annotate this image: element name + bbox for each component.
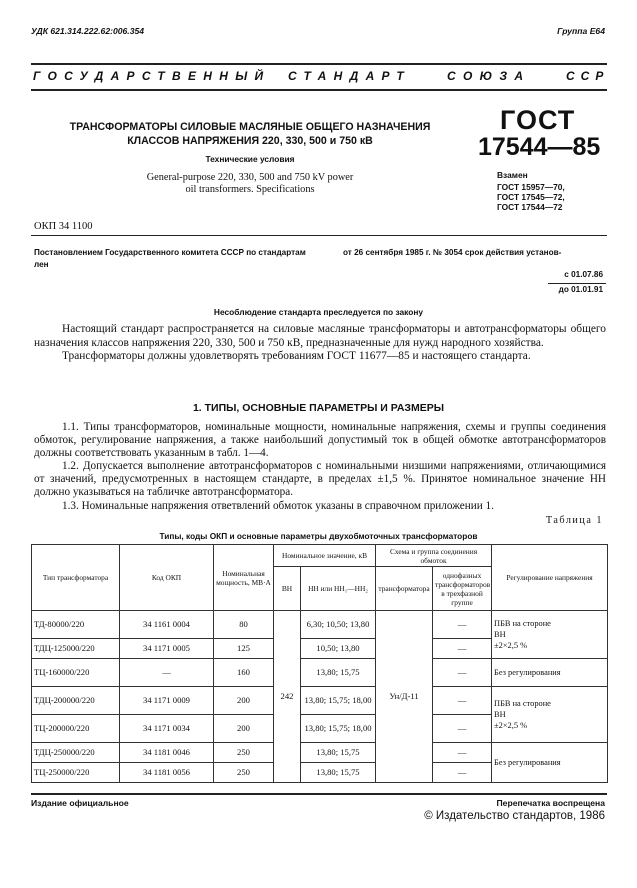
regulation-line: ВН [494, 710, 506, 719]
cell-type: ТЦ-250000/220 [32, 763, 120, 783]
header-voltage: Номинальное значение, кВ [274, 545, 376, 567]
cell-okp: 34 1181 0056 [120, 763, 214, 783]
header-okp: Код ОКП [120, 545, 214, 611]
replaces-list [497, 182, 565, 212]
replaces-item: ГОСТ 15957—70, [497, 182, 565, 192]
cell-single-phase: — [433, 687, 492, 715]
regulation-line: ПБВ на стороне [494, 699, 551, 708]
cell-nn: 13,80; 15,75 [301, 659, 376, 687]
cell-nn: 10,50; 13,80 [301, 639, 376, 659]
header-regulation: Регулирование напряжения [492, 545, 608, 611]
banner-word-3: СОЮЗА [447, 69, 531, 83]
banner-word-2: СТАНДАРТ [288, 69, 412, 83]
main-title [60, 120, 440, 148]
reprint-prohibited: Перепечатка воспрещена [496, 798, 605, 808]
header-scheme: Схема и группа соединения обмоток [376, 545, 492, 567]
table-caption: Типы, коды ОКП и основные параметры двухобмоточных трансформаторов [159, 531, 478, 541]
header-power: Номинальная мощность, МВ·А [214, 545, 274, 611]
cell-nn: 13,80; 15,75 [301, 763, 376, 783]
cell-regulation: Без регулирования [492, 659, 608, 687]
cell-type: ТДЦ-200000/220 [32, 687, 120, 715]
section-paragraph: 1.2. Допускается выполнение автотрансформаторов с номинальными низшими напряжениями, отличающимися от значений, предусмотренных в настоящем стандарте, в пределах ±1,5 %. Принятое номинальное значение НН должно указываться на табличке автотрансформатора. [34, 460, 606, 499]
cell-scheme: Ун/Д-11 [376, 611, 433, 783]
intro-paragraph: Трансформаторы должны удовлетворять требованиям ГОСТ 11677—85 и настоящего стандарта. [62, 350, 531, 363]
english-title-line-1: General-purpose 220, 330, 500 and 750 kV power [146, 172, 354, 183]
cell-nn: 13,80; 15,75; 18,00 [301, 715, 376, 743]
main-title-line-2: КЛАССОВ НАПРЯЖЕНИЯ 220, 330, 500 и 750 кВ [127, 135, 373, 147]
replaces-label: Взамен [497, 170, 528, 180]
header-nn: НН или НН₁—НН₂ [301, 567, 376, 611]
validity-to: до 01.01.91 [558, 285, 603, 294]
header-type: Тип трансформатора [32, 545, 120, 611]
gost-label: ГОСТ [500, 105, 576, 135]
cell-regulation [492, 611, 608, 659]
table-row [32, 687, 608, 715]
table-row [32, 659, 608, 687]
section-text [34, 421, 606, 513]
cell-single-phase: — [433, 763, 492, 783]
cell-power: 125 [214, 639, 274, 659]
decree-text-cont: лен [34, 260, 49, 269]
group-code: Группа Е64 [557, 26, 605, 36]
cell-vn: 242 [274, 611, 301, 783]
udk-code: УДК 621.314.222.62:006.354 [31, 26, 145, 36]
parameters-table [31, 544, 608, 783]
cell-type: ТЦ-200000/220 [32, 715, 120, 743]
cell-nn: 13,80; 15,75 [301, 743, 376, 763]
cell-single-phase: — [433, 715, 492, 743]
validity-rule [548, 283, 606, 284]
banner-rule [31, 89, 607, 91]
intro-text [34, 323, 606, 364]
english-title-line-2: oil transformers. Specifications [185, 184, 315, 195]
cell-nn: 6,30; 10,50; 13,80 [301, 611, 376, 639]
cell-regulation [492, 687, 608, 743]
table-row [32, 611, 608, 639]
regulation-line: ±2×2,5 % [494, 641, 528, 650]
top-rule [31, 63, 607, 65]
regulation-line: ±2×2,5 % [494, 721, 528, 730]
section-heading: 1. ТИПЫ, ОСНОВНЫЕ ПАРАМЕТРЫ И РАЗМЕРЫ [192, 402, 445, 414]
section-paragraph: 1.3. Номинальные напряжения ответвлений обмоток указаны в справочном приложении 1. [62, 499, 494, 512]
official-edition: Издание официальное [31, 798, 129, 808]
cell-type: ТД-80000/220 [32, 611, 120, 639]
copyright: © Издательство стандартов, 1986 [424, 810, 605, 822]
decree-text-left: Постановлением Государственного комитета СССР по стандартам [34, 248, 306, 257]
cell-single-phase: — [433, 639, 492, 659]
section-paragraph: 1.1. Типы трансформаторов, номинальные мощности, номинальные напряжения, схемы и группы соединения обмоток, регулирование напряжения, а также наибольший допустимый ток в общей обмотке автотрансформаторов должны соответствовать указанным в табл. 1—4. [34, 421, 606, 460]
regulation-line: ПБВ на стороне [494, 619, 551, 628]
banner-word-4: ССР [566, 69, 610, 83]
gost-number: 17544—85 [478, 133, 601, 161]
cell-type: ТЦ-160000/220 [32, 659, 120, 687]
cell-type: ТДЦ-125000/220 [32, 639, 120, 659]
footer-rule [31, 793, 607, 795]
table-label: Таблица 1 [545, 515, 603, 526]
subtitle: Технические условия [205, 154, 295, 164]
intro-paragraph: Настоящий стандарт распространяется на силовые масляные трансформаторы и автотрансформаторы общего назначения классов напряжения 220, 330, 500 и 750 кВ, предназначенные для нужд народного хозяйства. [34, 323, 606, 349]
validity-from: с 01.07.86 [564, 270, 603, 279]
cell-single-phase: — [433, 611, 492, 639]
cell-okp: — [120, 659, 214, 687]
table-row [32, 743, 608, 763]
banner-word-1: ГОСУДАРСТВЕННЫЙ [33, 69, 271, 83]
header-vn: ВН [274, 567, 301, 611]
header-transformer: трансформатора [376, 567, 433, 611]
cell-okp: 34 1171 0034 [120, 715, 214, 743]
cell-okp: 34 1161 0004 [120, 611, 214, 639]
cell-single-phase: — [433, 743, 492, 763]
cell-regulation: Без регулирования [492, 743, 608, 783]
cell-okp: 34 1181 0046 [120, 743, 214, 763]
cell-power: 250 [214, 743, 274, 763]
cell-power: 80 [214, 611, 274, 639]
decree-text-right: от 26 сентября 1985 г. № 3054 срок действия установ- [343, 248, 562, 257]
main-title-line-1: ТРАНСФОРМАТОРЫ СИЛОВЫЕ МАСЛЯНЫЕ ОБЩЕГО НАЗНАЧЕНИЯ [69, 121, 431, 133]
warning-text: Несоблюдение стандарта преследуется по закону [213, 307, 424, 317]
cell-power: 250 [214, 763, 274, 783]
cell-power: 160 [214, 659, 274, 687]
cell-single-phase: — [433, 659, 492, 687]
regulation-line: ВН [494, 630, 506, 639]
cell-okp: 34 1171 0005 [120, 639, 214, 659]
cell-type: ТДЦ-250000/220 [32, 743, 120, 763]
english-title [60, 172, 440, 196]
cell-power: 200 [214, 715, 274, 743]
replaces-item: ГОСТ 17545—72, [497, 192, 565, 202]
okp-code: ОКП 34 1100 [34, 221, 93, 232]
cell-okp: 34 1171 0009 [120, 687, 214, 715]
header-single-phase: однофазных трансформаторов в трехфазной группе [433, 567, 492, 611]
cell-power: 200 [214, 687, 274, 715]
cell-nn: 13,80; 15,75; 18,00 [301, 687, 376, 715]
okp-rule [31, 235, 607, 236]
replaces-item: ГОСТ 17544—72 [497, 202, 563, 212]
